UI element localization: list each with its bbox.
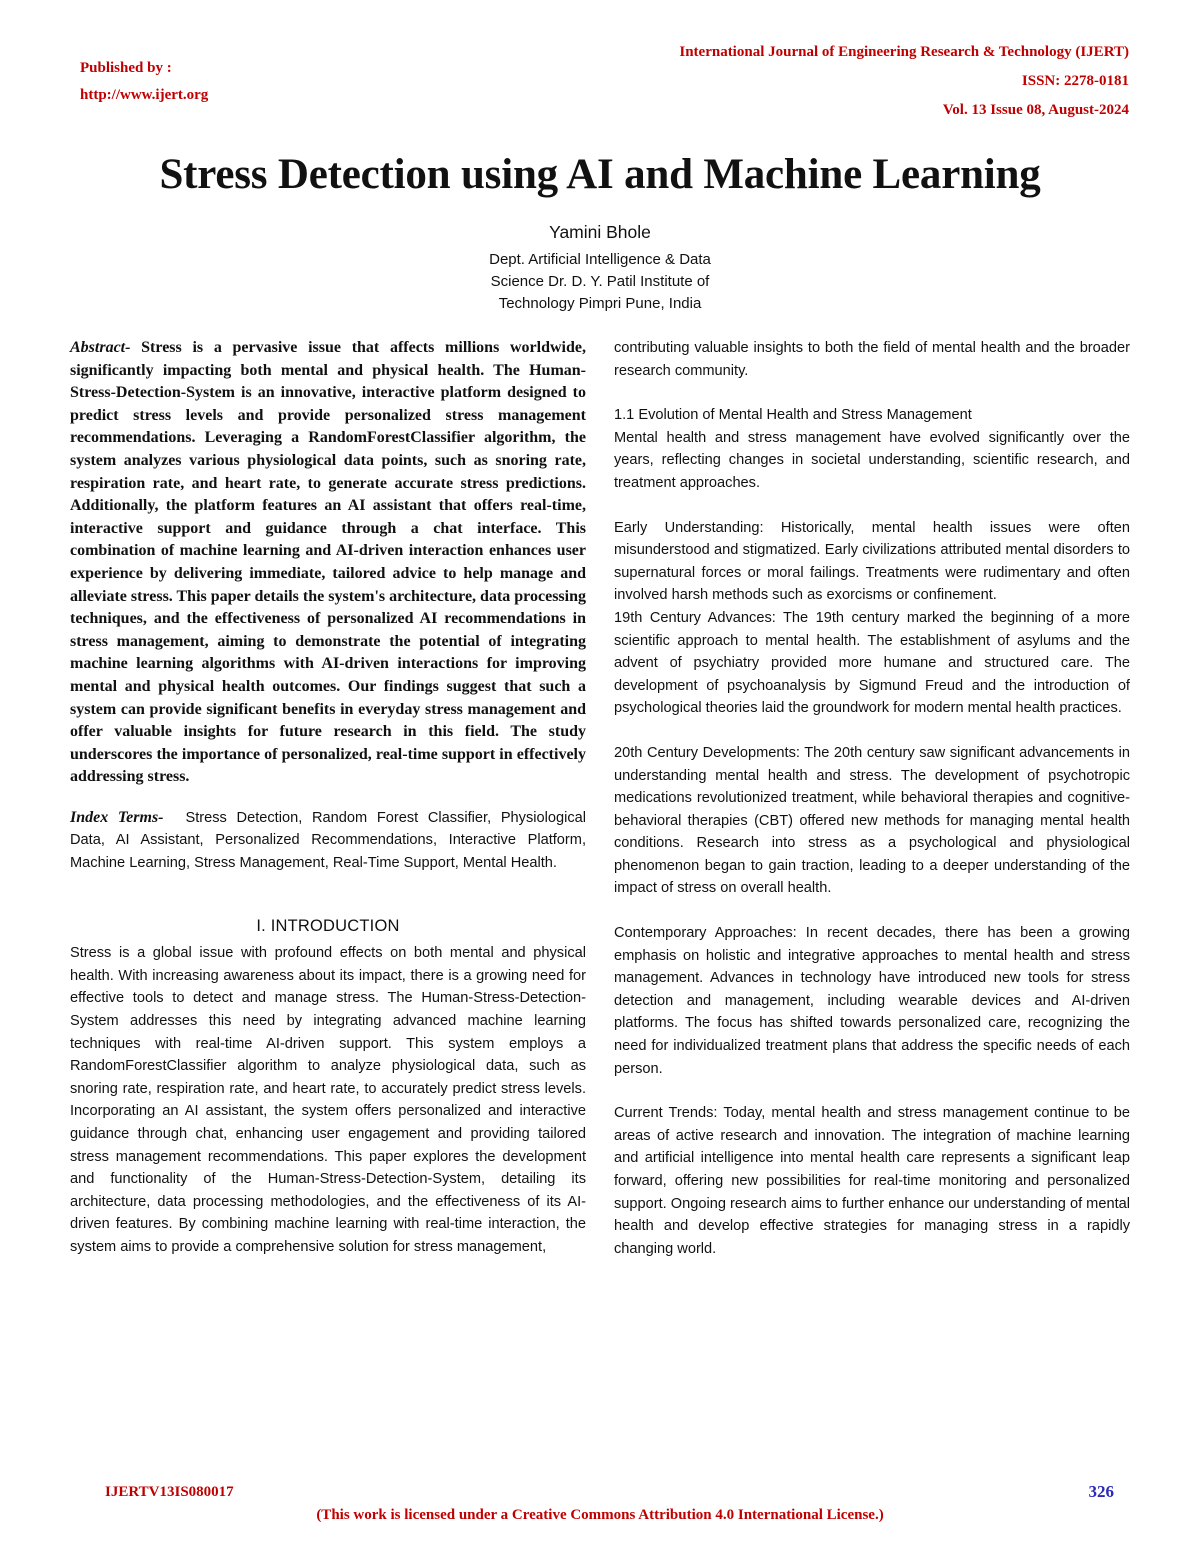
paragraph-20th-century: 20th Century Developments: The 20th century saw significant advancements in understanding mental health and stress. The development of psychotropic medications revolutionized treatment, while behavioral therapies and cognitive-behavioral therapies (CBT) offered new methods for managing mental health conditions. Research into stress as a psychological and physiological phenomenon began to gain traction, leading to a deeper understanding of the impact of stress on overall health. [614, 744, 1130, 897]
published-by-label: Published by : [80, 60, 172, 76]
section-heading-introduction: I. INTRODUCTION [256, 916, 400, 935]
subsection-intro-paragraph: Mental health and stress management have evolved significantly over the years, reflecting changes in societal understanding, scientific research, and treatment approaches. [614, 429, 1130, 491]
journal-url-link[interactable]: http://www.ijert.org [80, 87, 209, 103]
author-affiliation-line-3: Technology Pimpri Pune, India [498, 295, 702, 312]
index-terms-label: Index Terms- [70, 808, 164, 826]
paragraph-contemporary: Contemporary Approaches: In recent decades, there has been a growing emphasis on holistic and integrative approaches to mental health and stress management. Advances in technology have introduced new tools for stress detection and management, including wearable devices and AI-driven platforms. The focus has shifted towards personalized care, recognizing the need for individualized treatment plans that address the specific needs of each person. [614, 925, 1130, 1077]
journal-name: International Journal of Engineering Research & Technology (IJERT) [679, 44, 1129, 60]
abstract-text: Stress is a pervasive issue that affects millions worldwide, significantly impacting both mental and physical health. The Human-Stress-Detection-System is an innovative, interactive platform designed to predict stress levels and provide personalized stress management recommendations. Leveraging a RandomForestClassifier algorithm, the system analyzes various physiological data points, such as snoring rate, respiration rate, and heart rate, to generate accurate stress predictions. Additionally, the platform features an AI assistant that offers real-time, interactive support and guidance through a chat interface. This combination of machine learning and AI-driven interaction enhances user experience by delivering immediate, tailored advice to help manage and alleviate stress. This paper details the system's architecture, data processing techniques, and the effectiveness of personalized AI recommendations in stress management, aiming to demonstrate the potential of integrating machine learning algorithms with AI-driven interactions for improving mental and physical health outcomes. Our findings suggest that such a system can provide significant benefits in everyday stress management and offer valuable insights for future research in this field. The study underscores the importance of personalized, real-time support in effectively addressing stress. [70, 339, 586, 786]
paper-title: Stress Detection using AI and Machine Learning [159, 151, 1041, 198]
paragraph-current-trends: Current Trends: Today, mental health and stress management continue to be areas of active research and innovation. The integration of machine learning and artificial intelligence into mental health care represents a significant leap forward, offering new possibilities for real-time monitoring and personalized support. Ongoing research aims to further enhance our understanding of mental health and develop effective strategies for managing stress in a rapidly changing world. [614, 1105, 1130, 1257]
subsection-heading-1-1: 1.1 Evolution of Mental Health and Stress Management [614, 407, 972, 424]
author-affiliation-line-1: Dept. Artificial Intelligence & Data [489, 251, 711, 268]
volume-issue: Vol. 13 Issue 08, August-2024 [942, 102, 1129, 118]
paragraph-19th-century: 19th Century Advances: The 19th century marked the beginning of a more scientific approach to mental health. The establishment of asylums and the advent of psychiatry provided more humane and structured care. The development of psychoanalysis by Sigmund Freud and the introduction of psychological theories laid the groundwork for modern mental health practices. [614, 609, 1130, 717]
header-journal-info [679, 38, 1129, 125]
paragraph-early-understanding: Early Understanding: Historically, mental health issues were often misunderstood and stigmatized. Early civilizations attributed mental disorders to supernatural forces or moral failings. Treatments were rudimentary and often involved harsh methods such as exorcisms or confinement. [614, 519, 1130, 604]
intro-paragraph-continued: contributing valuable insights to both the field of mental health and the broader research community. [614, 340, 1130, 379]
footer-license: (This work is licensed under a Creative Commons Attribution 4.0 International License.) [316, 1507, 884, 1523]
intro-paragraph: Stress is a global issue with profound effects on both mental and physical health. With increasing awareness about its impact, there is a growing need for effective tools to detect and manage stress. The Human-Stress-Detection-System addresses this need by integrating advanced machine learning techniques with real-time AI-driven support. This system employs a RandomForestClassifier algorithm to analyze physiological data, such as snoring rate, respiration rate, and heart rate, to accurately predict stress levels. Incorporating an AI assistant, the system offers personalized and interactive guidance through chat, enhancing user engagement and providing tailored stress management recommendations. This paper explores the development and functionality of the Human-Stress-Detection-System, detailing its architecture, data processing methodologies, and the effectiveness of its AI-driven features. By combining machine learning with real-time interaction, the system aims to provide a comprehensive solution for stress management, [70, 945, 586, 1255]
index-terms [70, 807, 586, 875]
left-column [70, 337, 586, 1259]
header-publisher [80, 55, 208, 109]
footer-paper-id: IJERTV13IS080017 [105, 1484, 234, 1500]
author-name: Yamini Bhole [549, 222, 651, 242]
author-affiliation-line-2: Science Dr. D. Y. Patil Institute of [490, 273, 710, 290]
abstract [70, 337, 586, 789]
author-block [0, 222, 1200, 315]
abstract-label: Abstract- [70, 339, 131, 356]
right-column [614, 337, 1130, 1260]
index-terms-text: Stress Detection, Random Forest Classifier, Physiological Data, AI Assistant, Personalized Recommendations, Interactive Platform, Machine Learning, Stress Management, Real-Time Support, Mental Health. [70, 809, 586, 872]
issn: ISSN: 2278-0181 [1021, 73, 1129, 89]
footer-page-number: 326 [1088, 1482, 1114, 1501]
